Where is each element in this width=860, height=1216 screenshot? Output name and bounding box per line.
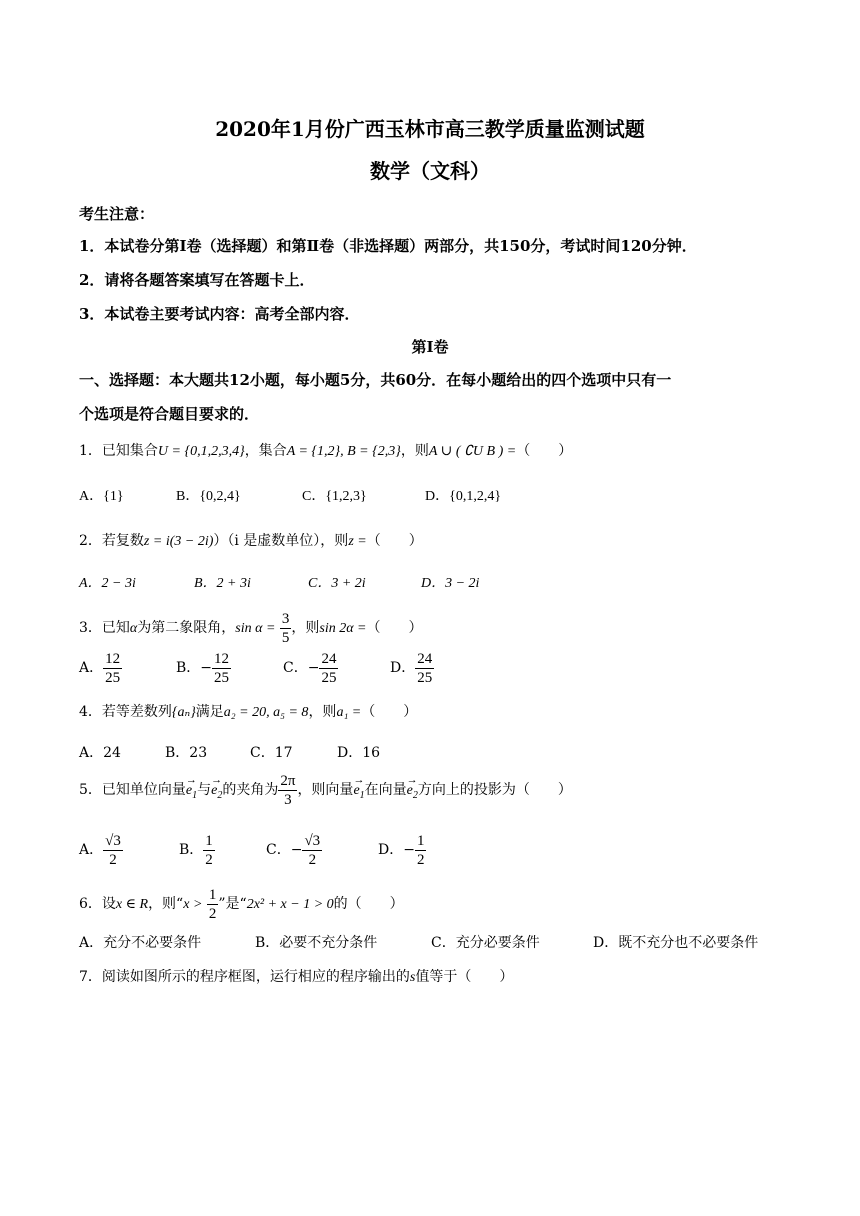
question-4-option-a: A．24 bbox=[79, 745, 121, 761]
section-instruction-line2: 个选项是符合题目要求的． bbox=[79, 405, 260, 423]
section-instruction-line1: 一、选择题：本大题共12小题，每小题5分，共60分．在每小题给出的四个选项中只有一 bbox=[79, 371, 672, 389]
question-5-option-a: A． $\frac{√3}{2}$ bbox=[79, 832, 121, 868]
question-7-stem: 7．阅读如图所示的程序框图，运行相应的程序输出的s值等于（ ） bbox=[79, 969, 514, 985]
question-3-option-b: B．− $\frac{12}{25}$ bbox=[176, 650, 230, 686]
question-2-option-d: D．3 − 2i bbox=[421, 576, 480, 591]
question-5-option-d: D．− $\frac{1}{2}$ bbox=[378, 832, 425, 868]
question-5-option-c: C．− $\frac{√3}{2}$ bbox=[266, 832, 321, 868]
question-5-fraction: $\frac{2\pi}{3}$ bbox=[280, 772, 296, 808]
notice-heading: 考生注意： bbox=[79, 205, 155, 223]
question-2-option-a: A．2 − 3i bbox=[79, 576, 136, 591]
question-6-option-d: D．既不充分也不必要条件 bbox=[593, 935, 759, 951]
section-label: 第Ⅰ卷 bbox=[411, 338, 449, 356]
question-3-option-d: D． $\frac{24}{25}$ bbox=[390, 650, 433, 686]
question-3-stem: 3．已知α为第二象限角，sin α = $\frac{3}{5}$ ，则sin 2α =（ ） bbox=[79, 610, 423, 646]
question-1-option-b: B．{0,2,4} bbox=[176, 489, 241, 504]
question-2-stem: 2．若复数z = i(3 − 2i)）（i 是虚数单位），则z =（ ） bbox=[79, 533, 423, 549]
exam-title: 2020年1月份广西玉林市高三教学质量监测试题 bbox=[215, 117, 645, 141]
question-4-option-d: D．16 bbox=[337, 745, 381, 761]
question-2-option-b: B．2 + 3i bbox=[194, 576, 251, 591]
question-6-option-c: C．充分必要条件 bbox=[431, 935, 540, 951]
question-4-option-b: B．23 bbox=[165, 745, 208, 761]
question-6-option-b: B．必要不充分条件 bbox=[255, 935, 378, 951]
exam-subtitle: 数学（文科） bbox=[370, 159, 490, 183]
question-6-stem: 6．设x ∈ R，则“x > $\frac{1}{2}$ ”是“2x² + x − 1 > 0的（ ） bbox=[79, 886, 404, 922]
question-1-option-a: A．{1} bbox=[79, 489, 124, 504]
question-6-option-a: A．充分不必要条件 bbox=[79, 935, 202, 951]
question-4-option-c: C．17 bbox=[250, 745, 293, 761]
question-5-option-b: B． $\frac{1}{2}$ bbox=[179, 832, 213, 868]
question-3-fraction: $\frac{3}{5}$ bbox=[281, 610, 290, 646]
question-3-option-c: C．− $\frac{24}{25}$ bbox=[283, 650, 337, 686]
question-1-stem: 1．已知集合U = {0,1,2,3,4}，集合A = {1,2}, B = {2,3}，则A ∪ ( ∁U B ) =（ ） bbox=[79, 443, 573, 459]
notice-item-3: 3．本试卷主要考试内容：高考全部内容． bbox=[79, 305, 360, 323]
question-6-fraction: $\frac{1}{2}$ bbox=[208, 886, 217, 922]
notice-item-2: 2．请将各题答案填写在答题卡上． bbox=[79, 271, 315, 289]
question-3-option-a: A． $\frac{12}{25}$ bbox=[79, 650, 121, 686]
question-1-option-c: C．{1,2,3} bbox=[302, 489, 367, 504]
question-2-option-c: C．3 + 2i bbox=[308, 576, 366, 591]
question-1-option-d: D．{0,1,2,4} bbox=[425, 489, 502, 504]
notice-item-1: 1．本试卷分第Ⅰ卷（选择题）和第Ⅱ卷（非选择题）两部分，共150分，考试时间120分钟． bbox=[79, 237, 697, 255]
question-5-stem: 5．已知单位向量→ $e_1$与→ $e_2$的夹角为 $\frac{2\pi}{3}$ ，则向量→ $e_1$在向量→ $e_2$方向上的投影为（ ） bbox=[79, 770, 572, 816]
question-4-stem: 4．若等差数列{aₙ}满足a₂ = 20, a₅ = 8，则a₁ =（ ） bbox=[79, 704, 418, 720]
